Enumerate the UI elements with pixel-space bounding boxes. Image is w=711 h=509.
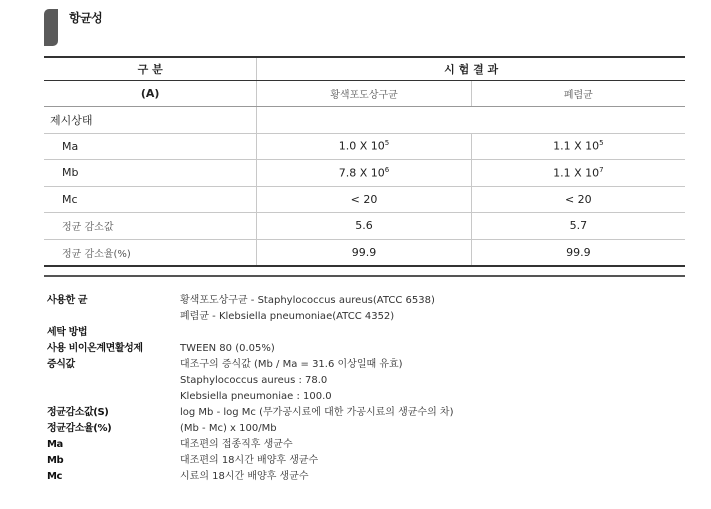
- bottom-rule: [44, 275, 685, 277]
- note-mc: [47, 469, 454, 485]
- note-growth-3: [47, 389, 454, 405]
- notes-section: [47, 293, 454, 485]
- note-value: Klebsiella pneumoniae : 100.0: [180, 391, 332, 402]
- note-label: Ma: [47, 439, 63, 450]
- note-value: TWEEN 80 (0.05%): [180, 343, 275, 354]
- section-marker: [44, 9, 58, 46]
- note-label: Mc: [47, 471, 63, 482]
- note-value: 시료의 18시간 배양후 생균수: [180, 471, 309, 482]
- table-subheader-row: [44, 81, 685, 107]
- note-label: 세탁 방법: [47, 327, 88, 338]
- row-value-2: 5.7: [471, 213, 685, 240]
- table-row: [44, 160, 685, 187]
- row-value-1: 99.9: [257, 239, 471, 266]
- table-row: [44, 133, 685, 160]
- table-row: [44, 186, 685, 213]
- note-value: 황색포도상구균 - Staphylococcus aureus(ATCC 6538): [180, 295, 435, 306]
- note-label: 사용한 균: [47, 295, 88, 306]
- note-label: 정균감소값(S): [47, 407, 109, 418]
- group-empty-cell: [257, 107, 685, 134]
- row-value-2: 99.9: [471, 239, 685, 266]
- table-header-row: [44, 57, 685, 81]
- row-value-2: < 20: [471, 186, 685, 213]
- header-results: 시 험 결 과: [257, 57, 685, 81]
- table-group-row: [44, 107, 685, 134]
- note-mb: [47, 453, 454, 469]
- group-label: 제시상태: [44, 107, 257, 134]
- table-row: [44, 239, 685, 266]
- note-wash: [47, 325, 454, 341]
- note-rate: [47, 421, 454, 437]
- table-row: [44, 213, 685, 240]
- row-label: 정균 감소값: [44, 213, 257, 240]
- row-value-1: 1.0 X $10^5$: [257, 133, 471, 160]
- subheader-sample-1: 황색포도상구균: [257, 81, 471, 107]
- note-label: 정균감소율(%): [47, 423, 112, 434]
- subheader-sample-2: 폐렴균: [471, 81, 685, 107]
- note-reduction: [47, 405, 454, 421]
- row-label: Ma: [44, 133, 257, 160]
- results-table: [44, 56, 685, 267]
- header-category: 구 분: [44, 57, 257, 81]
- note-bacteria-2: [47, 309, 454, 325]
- note-label: 증식값: [47, 359, 75, 370]
- note-value: Staphylococcus aureus : 78.0: [180, 375, 328, 386]
- row-value-1: < 20: [257, 186, 471, 213]
- note-value: 대조편의 18시간 배양후 생균수: [180, 455, 319, 466]
- note-ma: [47, 437, 454, 453]
- note-growth-2: [47, 373, 454, 389]
- note-surfactant: [47, 341, 454, 357]
- row-value-1: 5.6: [257, 213, 471, 240]
- row-value-2: 1.1 X $10^5$: [471, 133, 685, 160]
- section-title: 항균성: [69, 11, 103, 25]
- note-value: 폐렴균 - Klebsiella pneumoniae(ATCC 4352): [180, 311, 395, 322]
- row-value-2: 1.1 X $10^7$: [471, 160, 685, 187]
- note-value: 대조구의 증식값 (Mb / Ma = 31.6 이상일때 유효): [180, 359, 403, 370]
- note-value: 대조편의 접종직후 생균수: [180, 439, 293, 450]
- row-label: 정균 감소율(%): [44, 239, 257, 266]
- row-label: Mb: [44, 160, 257, 187]
- note-value: (Mb - Mc) x 100/Mb: [180, 423, 277, 434]
- note-label: Mb: [47, 455, 64, 466]
- note-bacteria: [47, 293, 454, 309]
- row-label: Mc: [44, 186, 257, 213]
- note-value: log Mb - log Mc (무가공시료에 대한 가공시료의 생균수의 차): [180, 407, 454, 418]
- subheader-a: (A): [44, 81, 257, 107]
- row-value-1: 7.8 X $10^6$: [257, 160, 471, 187]
- note-growth: [47, 357, 454, 373]
- note-label: 사용 비이온계면활성제: [47, 343, 143, 354]
